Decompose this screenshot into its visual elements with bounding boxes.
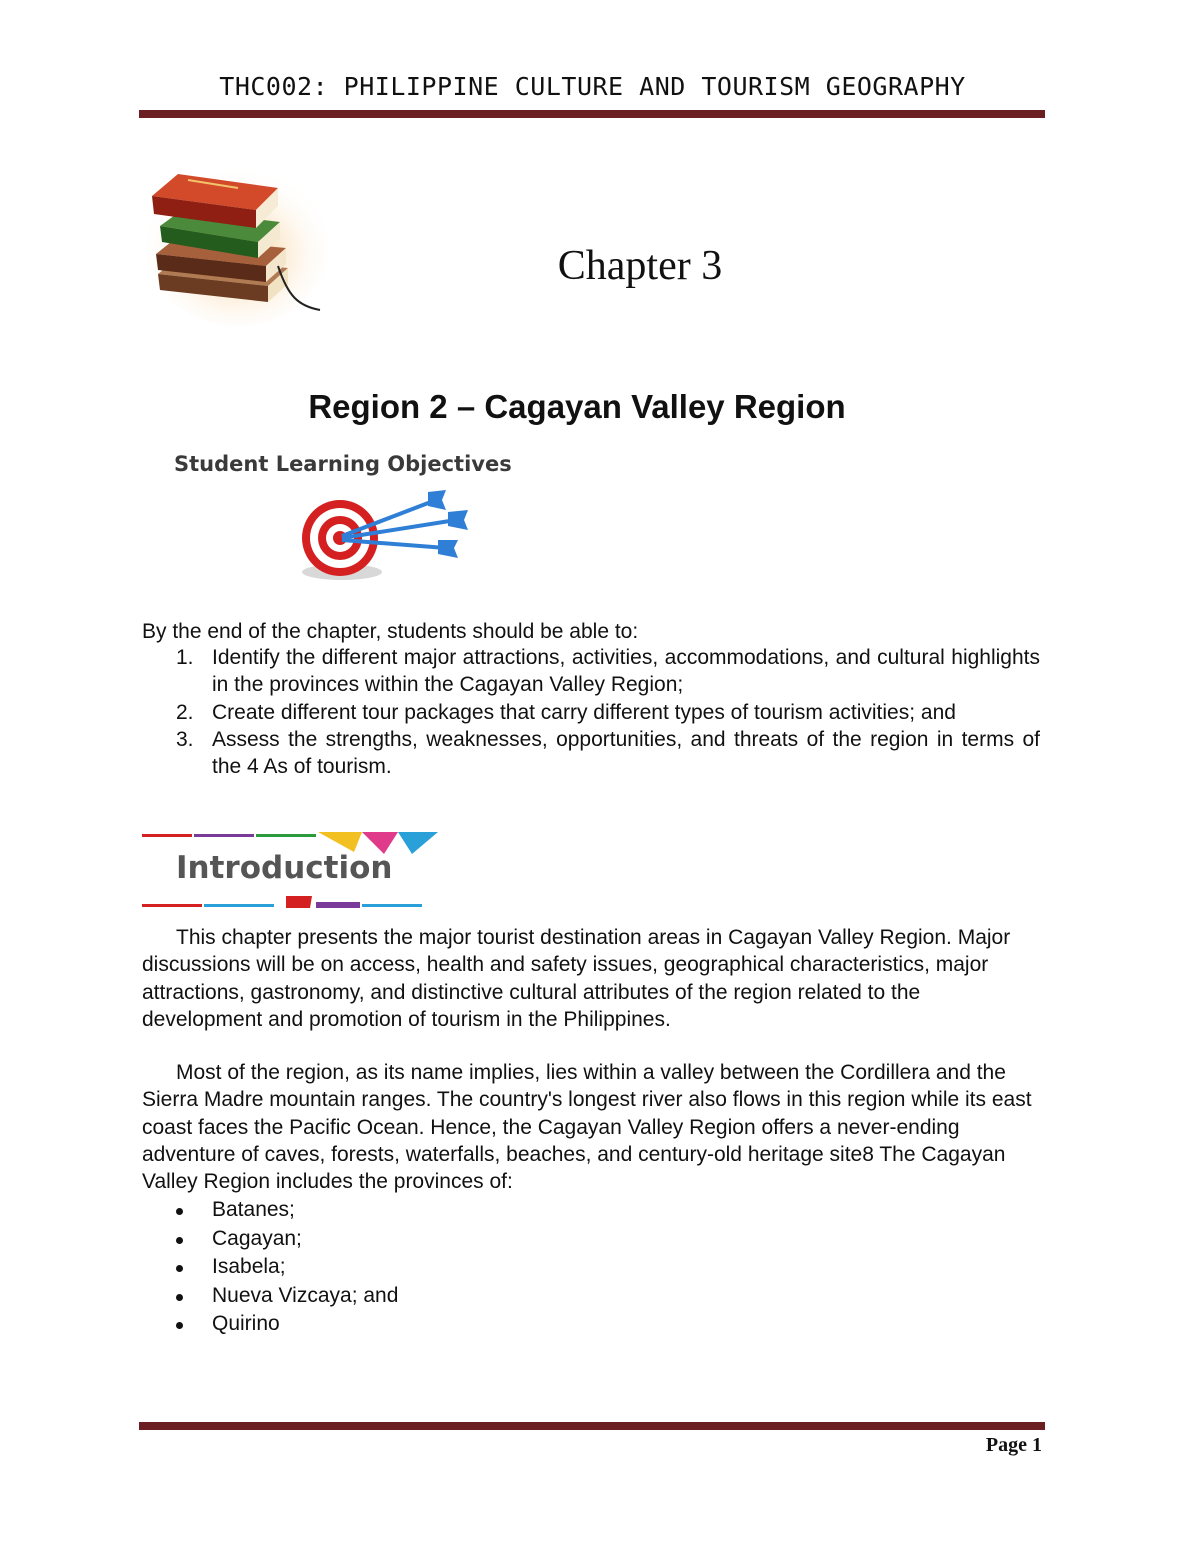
objective-text: Assess the strengths, weaknesses, opportunities, and threats of the region in terms of the 4 As of tourism. — [212, 727, 1040, 779]
header-rule — [139, 110, 1045, 118]
list-item: 2. Create different tour packages that carry different types of tourism activities; and — [176, 700, 956, 724]
list-item: Nueva Vizcaya; and — [142, 1282, 398, 1311]
region-title: Region 2 – Cagayan Valley Region — [308, 388, 846, 425]
objective-text: Identify the different major attractions, activities, accommodations, and cultural highlights in the provinces within the Cagayan Valley Region; — [212, 646, 1040, 697]
list-item: 3. Assess the strengths, weaknesses, opportunities, and threats of the region in terms of the 4 As of tourism. — [176, 727, 1040, 779]
list-item: Isabela; — [142, 1253, 398, 1282]
running-header: THC002: PHILIPPINE CULTURE AND TOURISM GEOGRAPHY — [219, 72, 966, 101]
provinces-list — [142, 1196, 398, 1339]
list-item: Batanes; — [142, 1196, 398, 1225]
objectives-intro: By the end of the chapter, students should be able to: — [142, 620, 639, 643]
intro-paragraph-1: This chapter presents the major tourist destination areas in Cagayan Valley Region. Major discussions will be on access, health and safety issues, geographical characteristics, major attractions, gastronomy, and distinctive cultural attributes of the region related to the development and promotion of tourism in the Philippines. — [142, 926, 1011, 1031]
chapter-title: Chapter 3 — [557, 243, 723, 289]
list-item: Quirino — [142, 1310, 398, 1339]
objectives-list — [142, 644, 1040, 780]
book-stack-icon — [138, 156, 328, 330]
page-number: Page 1 — [985, 1434, 1042, 1456]
objectives-heading: Student Learning Objectives — [174, 452, 512, 476]
target-darts-icon — [296, 486, 480, 584]
footer-rule — [139, 1422, 1045, 1430]
introduction-heading: Introduction — [176, 850, 393, 886]
list-item: 1. Identify the different major attractions, activities, accommodations, and cultural highlights in the provinces within the Cagayan Valley Region; — [176, 646, 1040, 697]
objective-text: Create different tour packages that carry different types of tourism activities; and — [212, 700, 956, 724]
list-item: Cagayan; — [142, 1225, 398, 1254]
intro-paragraph-2: Most of the region, as its name implies, lies within a valley between the Cordillera and the Sierra Madre mountain ranges. The country's longest river also flows in this region while its east coast faces the Pacific Ocean. Hence, the Cagayan Valley Region offers a never-ending adventure of caves, forests, waterfalls, beaches, and century-old heritage site8 The Cagayan Valley Region includes the provinces of: — [142, 1061, 1032, 1194]
